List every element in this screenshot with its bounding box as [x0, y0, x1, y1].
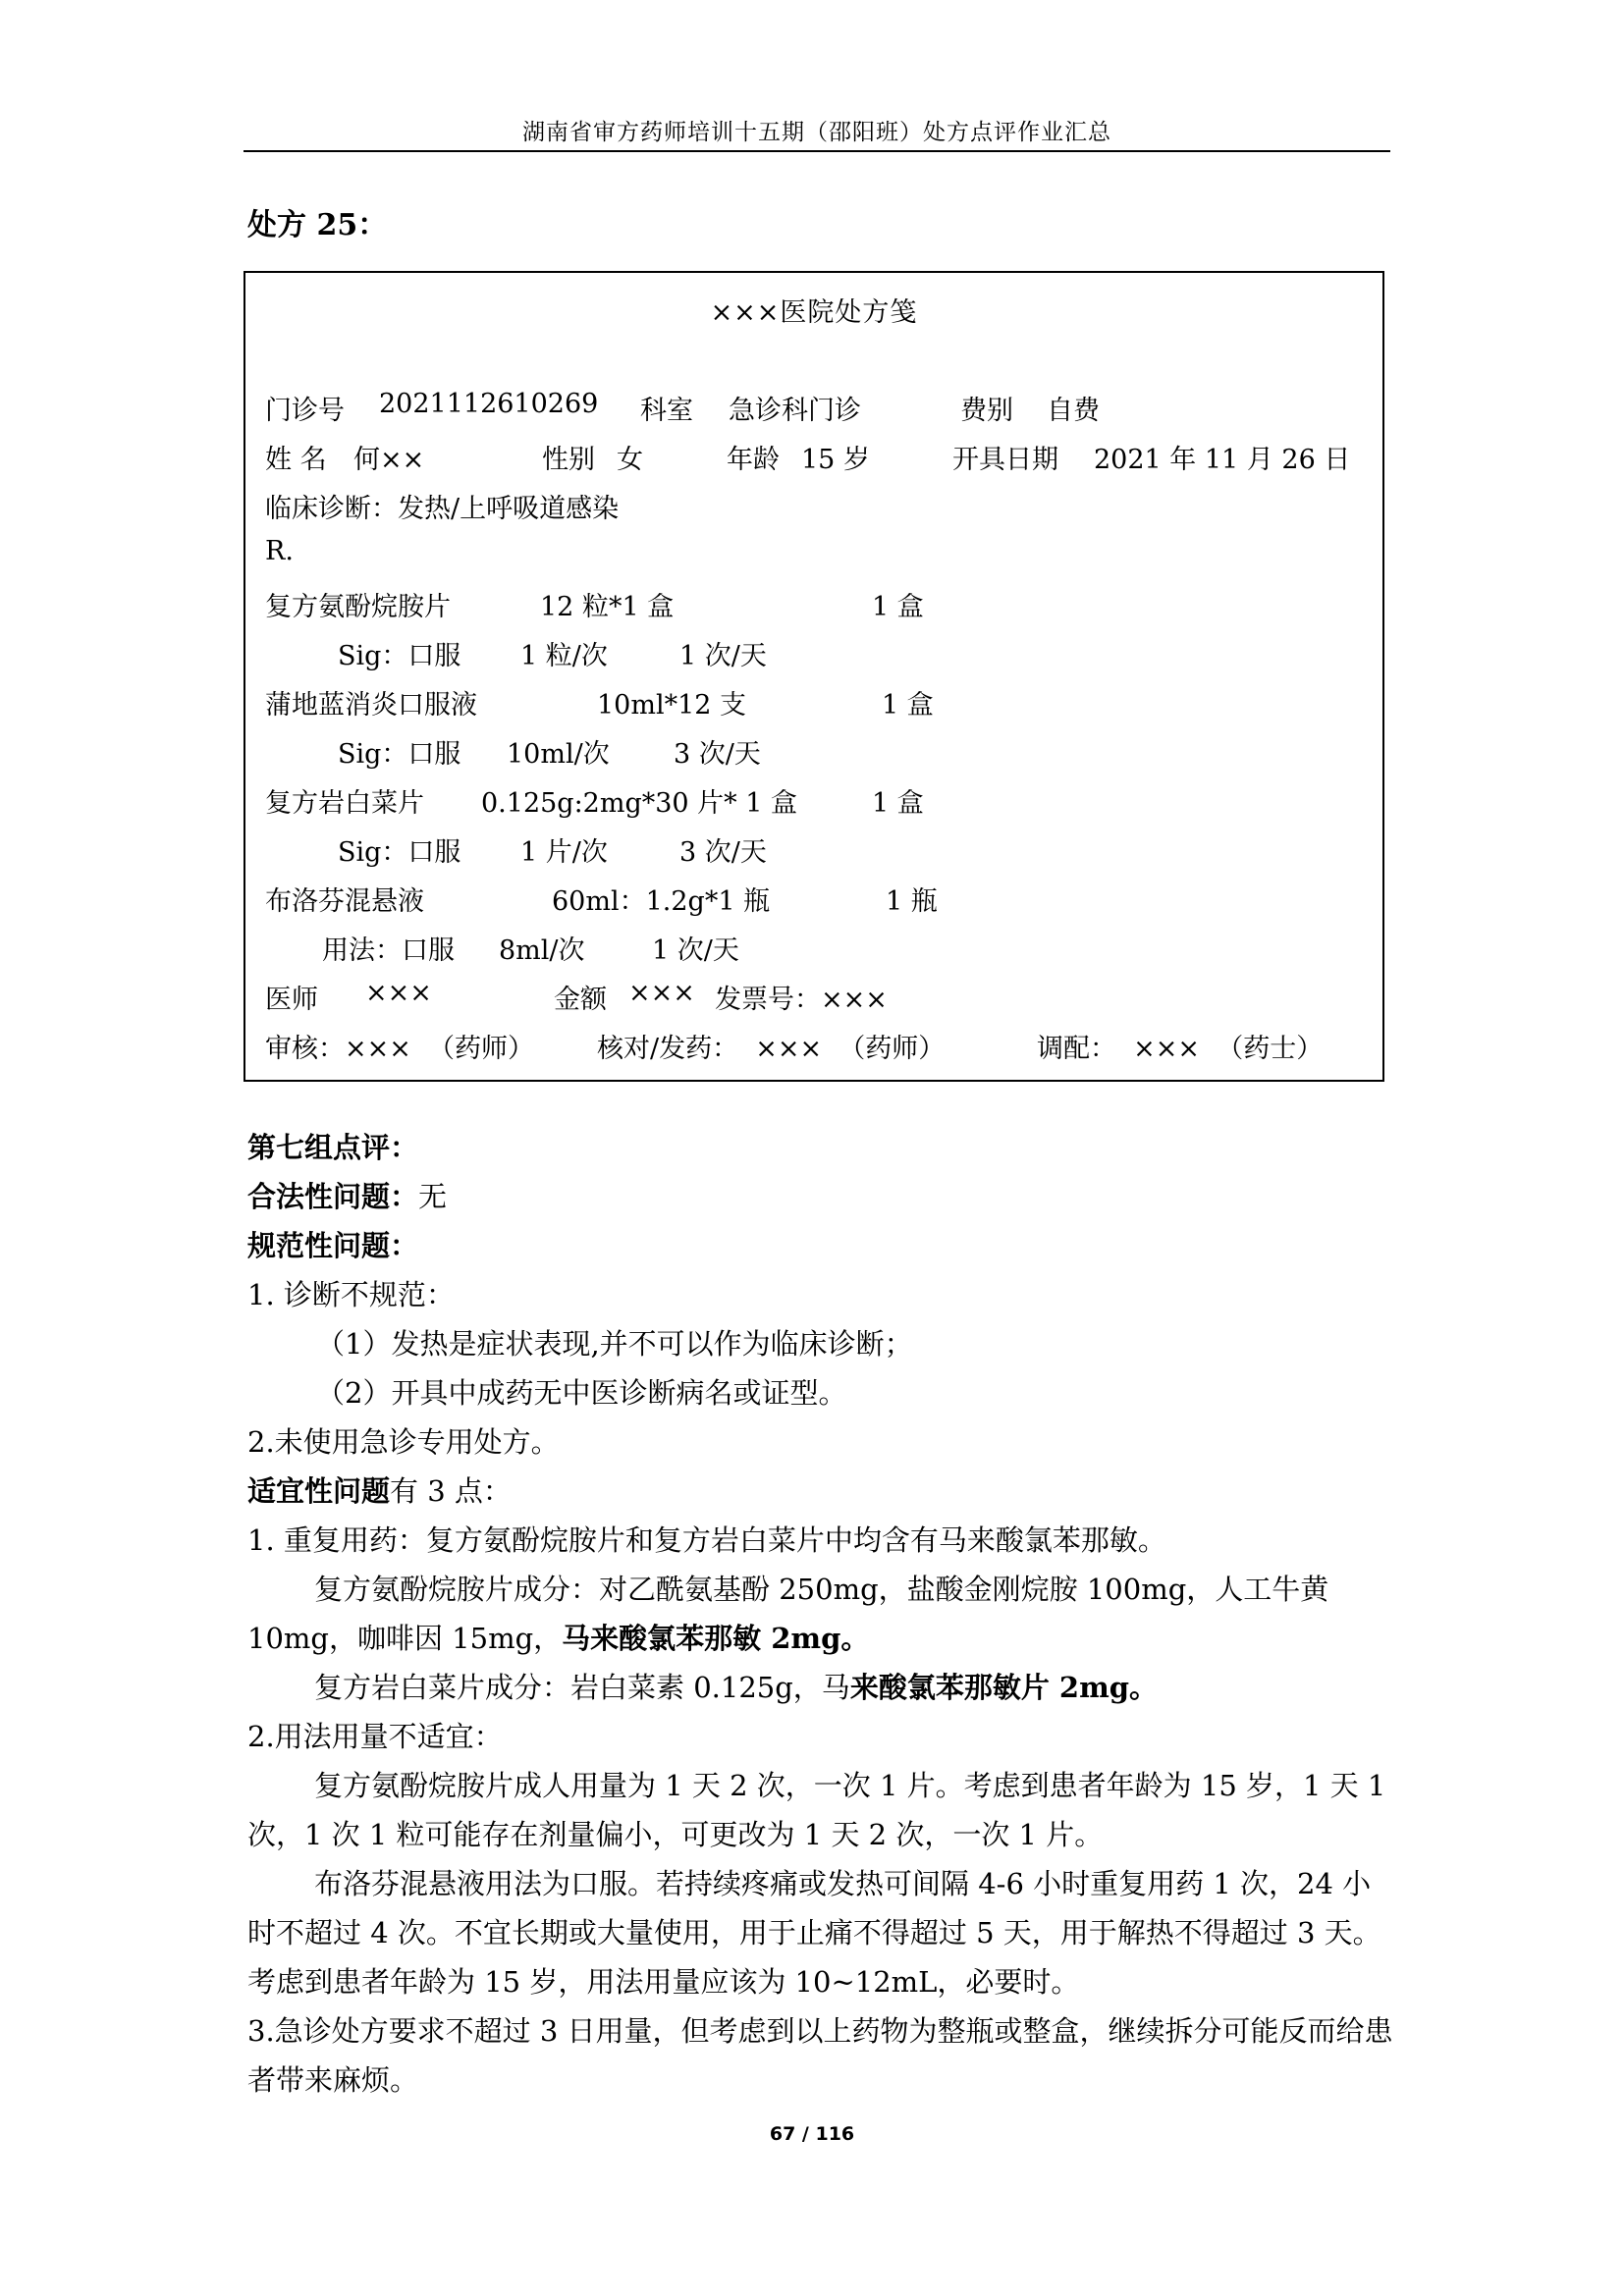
drug-name: 复方氨酚烷胺片 — [265, 592, 451, 622]
sex: 女 — [617, 445, 643, 475]
fee-label: 费别 — [960, 396, 1013, 426]
dosage-paragraph-2: 布洛芬混悬液用法为口服。若持续疼痛或发热可间隔 4-6 小时重复用药 1 次，24 小时不超过 4 次。不宜长期或大量使用，用于止痛不得超过 5 天，用于解热不得超过 3 天。考虑到患者年龄为 15 岁，用法用量应该为 10~12mL，必要时。 — [247, 1867, 1381, 1999]
amount-label: 金额 — [554, 985, 607, 1015]
rx-mark: R. — [265, 536, 294, 566]
clinic-no-label: 门诊号 — [265, 396, 345, 426]
drug-spec: 60ml：1.2g*1 瓶 — [552, 886, 771, 917]
prescription-form — [244, 271, 1384, 1082]
age: 15 岁 — [801, 445, 870, 475]
ingredients-text: 复方岩白菜片成分：岩白菜素 0.125g，马 — [314, 1671, 850, 1704]
drug-usage: 用法：口服 — [322, 935, 455, 966]
group-title: 第七组点评： — [247, 1131, 419, 1164]
standard-item-2: 2.未使用急诊专用处方。 — [247, 1425, 560, 1459]
dept-label: 科室 — [640, 396, 693, 426]
clinic-no: 2021112610269 — [379, 389, 599, 419]
reviewer: 审核：××× （药师） — [265, 1034, 535, 1064]
drug-dose: 8ml/次 — [499, 935, 585, 966]
drug-dose: 1 粒/次 — [520, 641, 608, 671]
standard-item-1b: （2）开具中成药无中医诊断病名或证型。 — [316, 1376, 847, 1410]
drug-usage: Sig：口服 — [338, 837, 461, 868]
clinical-diagnosis: 临床诊断：发热/上呼吸道感染 — [265, 494, 620, 524]
drug-freq: 3 次/天 — [679, 837, 767, 868]
fee: 自费 — [1047, 396, 1100, 426]
ingredients-paragraph-2 — [247, 1663, 1396, 1712]
header-divider — [244, 150, 1390, 152]
dept: 急诊科门诊 — [729, 396, 861, 426]
drug-qty: 1 盒 — [882, 690, 934, 721]
ingredients-highlight: 马来酸氯苯那敏 2mg。 — [562, 1622, 870, 1655]
checker: 核对/发药： ××× （药师） — [597, 1034, 946, 1064]
page-number: 67 / 116 — [769, 2123, 855, 2145]
date-label: 开具日期 — [952, 445, 1058, 475]
amount: ××× — [628, 978, 695, 1008]
suitability-item-2: 2.用法用量不适宜： — [247, 1720, 503, 1753]
suitability-label: 适宜性问题 — [247, 1474, 391, 1508]
date: 2021 年 11 月 26 日 — [1094, 445, 1351, 475]
drug-usage: Sig：口服 — [338, 641, 461, 671]
drug-name: 布洛芬混悬液 — [265, 886, 424, 917]
dosage-paragraph-1: 复方氨酚烷胺片成人用量为 1 天 2 次，一次 1 片。考虑到患者年龄为 15 岁，1 天 1 次，1 次 1 粒可能存在剂量偏小，可更改为 1 天 2 次，一次 1 片。 — [247, 1769, 1386, 1851]
drug-spec: 0.125g:2mg*30 片* 1 盒 — [481, 788, 798, 819]
drug-name: 蒲地蓝消炎口服液 — [265, 690, 477, 721]
drug-qty: 1 盒 — [872, 592, 924, 622]
ingredients-highlight: 来酸氯苯那敏片 2mg。 — [849, 1671, 1159, 1704]
invoice-no: 发票号：××× — [715, 985, 888, 1015]
drug-qty: 1 瓶 — [886, 886, 938, 917]
prescription-number: 处方 25： — [247, 208, 388, 242]
drug-freq: 1 次/天 — [679, 641, 767, 671]
dispenser: 调配： ××× （药士） — [1037, 1034, 1324, 1064]
doctor-label: 医师 — [265, 985, 318, 1015]
suitability-item-3: 3.急诊处方要求不超过 3 日用量，但考虑到以上药物为整瓶或整盒，继续拆分可能反而给患者带来麻烦。 — [247, 2014, 1393, 2097]
drug-name: 复方岩白菜片 — [265, 788, 424, 819]
standard-label: 规范性问题： — [247, 1229, 419, 1262]
form-title: ×××医院处方笺 — [710, 297, 918, 328]
suitability-line — [247, 1467, 1396, 1516]
suitability-suffix: 有 3 点： — [390, 1474, 512, 1508]
legality-label: 合法性问题： — [247, 1180, 419, 1213]
drug-usage: Sig：口服 — [338, 739, 461, 770]
drug-dose: 1 片/次 — [520, 837, 608, 868]
doctor: ××× — [365, 978, 432, 1008]
sex-label: 性别 — [542, 445, 595, 475]
document-header: 湖南省审方药师培训十五期（邵阳班）处方点评作业汇总 — [522, 120, 1111, 145]
age-label: 年龄 — [727, 445, 780, 475]
drug-dose: 10ml/次 — [507, 739, 610, 770]
drug-qty: 1 盒 — [872, 788, 924, 819]
drug-spec: 12 粒*1 盒 — [540, 592, 675, 622]
legality-line — [247, 1172, 1396, 1221]
standard-item-1a: （1）发热是症状表现,并不可以作为临床诊断； — [316, 1327, 913, 1361]
ingredients-text: 复方氨酚烷胺片成分：对乙酰氨基酚 250mg，盐酸金刚烷胺 100mg，人工牛黄 10mg，咖啡因 15mg， — [247, 1573, 1329, 1655]
drug-freq: 3 次/天 — [674, 739, 761, 770]
drug-freq: 1 次/天 — [652, 935, 739, 966]
patient-name: 何×× — [353, 445, 425, 475]
legality-value: 无 — [418, 1180, 448, 1213]
ingredients-paragraph-1 — [247, 1565, 1396, 1663]
drug-spec: 10ml*12 支 — [597, 690, 747, 721]
patient-name-label: 姓 名 — [265, 445, 327, 475]
standard-item-1: 1. 诊断不规范： — [247, 1278, 455, 1311]
suitability-item-1: 1. 重复用药：复方氨酚烷胺片和复方岩白菜片中均含有马来酸氯苯那敏。 — [247, 1523, 1166, 1557]
